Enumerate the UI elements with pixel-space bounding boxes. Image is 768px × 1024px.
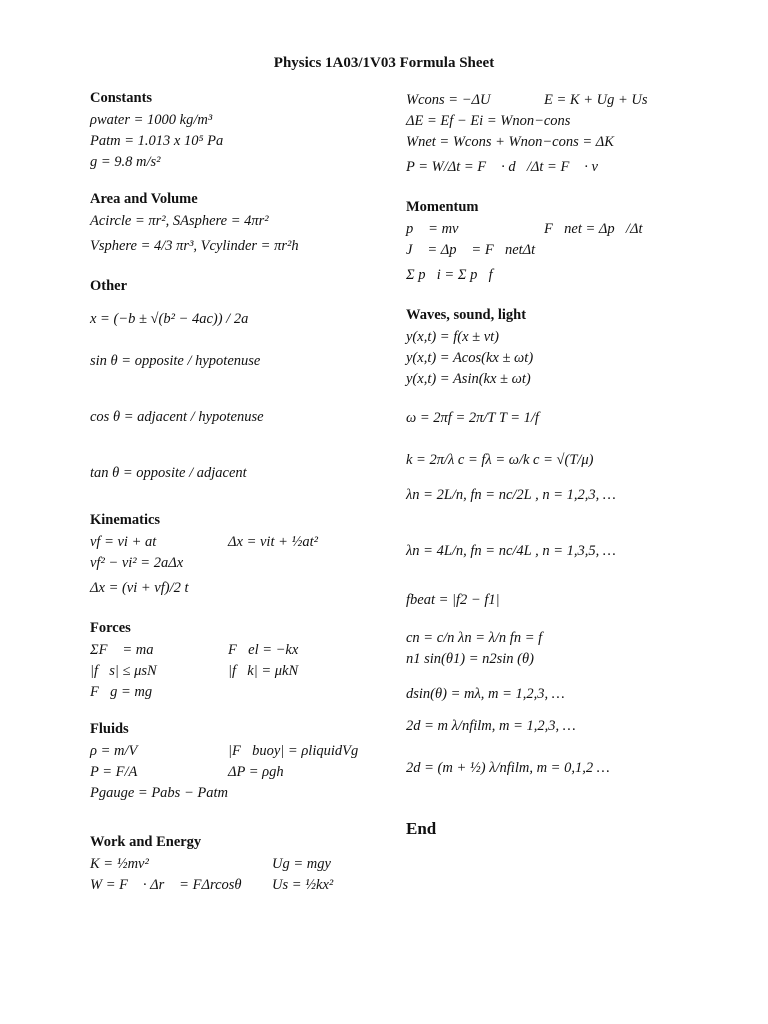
formula-row <box>406 219 736 240</box>
section-momentum <box>406 199 736 289</box>
section-heading: Waves, sound, light <box>406 307 527 323</box>
formula-cell: |F⃗buoy| = ρliquidVg <box>228 743 359 759</box>
formula-line: ω = 2πf = 2π/T T = 1/f <box>406 410 539 426</box>
formula-line: Vsphere = 4/3 πr³, Vcylinder = πr²h <box>90 238 299 254</box>
formula-row <box>90 762 390 783</box>
section-heading: Kinematics <box>90 512 161 528</box>
formula-cell: Wcons = −ΔU <box>406 92 491 108</box>
formula-row <box>90 741 390 762</box>
formula-cell: F⃗el = −kx⃗ <box>228 642 310 658</box>
formula-row <box>90 661 390 682</box>
formula-row <box>90 640 390 661</box>
formula-cell: |f⃗s| ≤ μsN <box>90 663 157 679</box>
formula-cell: Δx = vit + ½at² <box>228 534 319 550</box>
formula-line: g = 9.8 m/s² <box>90 154 161 170</box>
formula-line: cn = c/n λn = λ/n fn = f <box>406 630 543 646</box>
formula-row <box>90 682 390 703</box>
formula-line: ΔE = Ef − Ei = Wnon−cons <box>406 113 571 129</box>
right-column <box>406 90 736 839</box>
formula-line: P = W/Δt = F⃗ · d⃗/Δt = F⃗ · v⃗ <box>406 159 610 175</box>
formula-line: 2d = m λ/nfilm, m = 1,2,3, … <box>406 718 576 734</box>
left-column <box>90 90 390 914</box>
formula-line: J⃗ = Δp⃗ = F⃗netΔt <box>406 242 536 258</box>
formula-cell: |f⃗k| = μkN <box>228 663 299 679</box>
formula-line: tan θ = opposite / adjacent <box>90 465 247 481</box>
formula-cell: W = F⃗ · Δr⃗ = FΔrcosθ <box>90 877 242 893</box>
formula-cell: F⃗g = mg⃗ <box>90 684 164 700</box>
formula-cell: p⃗ = mv⃗ <box>406 221 470 237</box>
end-marker: End <box>406 819 437 838</box>
formula-line: 2d = (m + ½) λ/nfilm, m = 0,1,2 … <box>406 760 610 776</box>
formula-cell: E = K + Ug + Us <box>544 92 648 108</box>
formula-line: sin θ = opposite / hypotenuse <box>90 353 261 369</box>
formula-cell: vf² − vi² = 2aΔx <box>90 555 184 571</box>
section-kinematics <box>90 512 390 602</box>
section-area-volume <box>90 191 390 260</box>
formula-row <box>90 553 390 574</box>
formula-line: y(x,t) = f(x ± vt) <box>406 329 500 345</box>
formula-line: λn = 2L/n, fn = nc/2L , n = 1,2,3, … <box>406 487 616 503</box>
formula-cell: Pgauge = Pabs − Patm <box>90 785 228 801</box>
formula-line: fbeat = |f2 − f1| <box>406 592 500 608</box>
formula-cell: Us = ½kx² <box>272 877 334 893</box>
section-waves <box>406 307 736 789</box>
section-other <box>90 278 390 494</box>
formula-cell: F⃗net = Δp⃗/Δt <box>544 221 643 237</box>
formula-cell: Ug = mgy <box>272 856 331 872</box>
formula-row <box>406 90 736 111</box>
formula-line: x = (−b ± √(b² − 4ac)) / 2a <box>90 311 249 327</box>
formula-line: ρwater = 1000 kg/m³ <box>90 112 213 128</box>
section-heading: Work and Energy <box>90 834 202 850</box>
formula-line: λn = 4L/n, fn = nc/4L , n = 1,3,5, … <box>406 543 616 559</box>
formula-line: Wnet = Wcons + Wnon−cons = ΔK <box>406 134 614 150</box>
formula-cell: ρ = m/V <box>90 743 138 759</box>
page-title: Physics 1A03/1V03 Formula Sheet <box>273 55 495 71</box>
formula-line: Acircle = πr², SAsphere = 4πr² <box>90 213 269 229</box>
formula-cell: K = ½mv² <box>90 856 149 872</box>
formula-line: y(x,t) = Acos(kx ± ωt) <box>406 350 534 366</box>
formula-row <box>90 854 390 875</box>
section-work-energy <box>90 834 390 896</box>
formula-line: k = 2π/λ c = fλ = ω/k c = √(T/μ) <box>406 452 594 468</box>
formula-line: n1 sin(θ1) = n2sin (θ) <box>406 651 534 667</box>
formula-row <box>90 574 390 602</box>
section-forces <box>90 620 390 703</box>
section-heading: Constants <box>90 90 153 106</box>
formula-line: y(x,t) = Asin(kx ± ωt) <box>406 371 531 387</box>
section-energy <box>406 90 736 181</box>
section-heading: Area and Volume <box>90 191 198 207</box>
formula-line: Patm = 1.013 x 10⁵ Pa <box>90 133 224 149</box>
formula-line: dsin(θ) = mλ, m = 1,2,3, … <box>406 686 565 702</box>
section-heading: Momentum <box>406 199 479 215</box>
formula-row <box>90 783 390 804</box>
formula-cell: vf = vi + at <box>90 534 157 550</box>
formula-row <box>90 875 390 896</box>
formula-cell: P = F/A <box>90 764 138 780</box>
formula-row <box>90 532 390 553</box>
section-heading: Other <box>90 278 128 294</box>
section-heading: Fluids <box>90 721 129 737</box>
section-constants <box>90 90 390 173</box>
section-fluids <box>90 721 390 804</box>
formula-line: cos θ = adjacent / hypotenuse <box>90 409 264 425</box>
section-heading: Forces <box>90 620 131 636</box>
formula-line: Σ p⃗i = Σ p⃗f <box>406 267 493 283</box>
formula-cell: ΔP = ρgh <box>228 764 284 780</box>
formula-cell: ΣF⃗ = ma⃗ <box>90 642 165 658</box>
formula-cell: Δx = (vi + vf)/2 t <box>90 580 189 596</box>
